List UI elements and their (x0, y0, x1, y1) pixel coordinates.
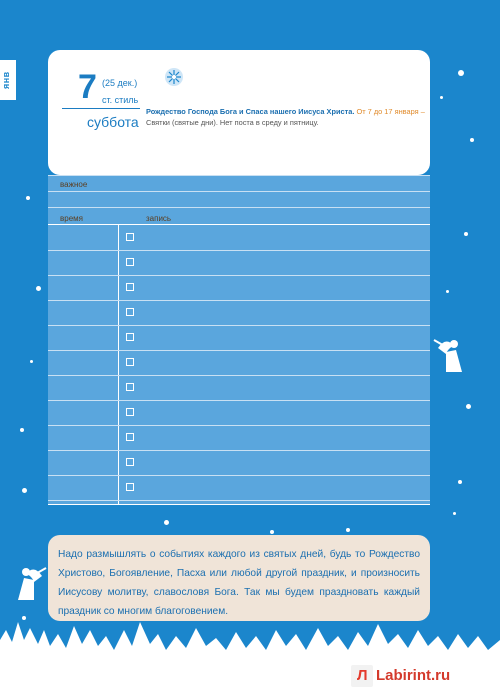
month-label: янв (1, 71, 11, 89)
day-divider (62, 108, 140, 109)
task-checkbox[interactable] (126, 308, 134, 316)
task-checkbox[interactable] (126, 358, 134, 366)
row-line (48, 504, 430, 505)
task-checkbox[interactable] (126, 433, 134, 441)
row-line (48, 207, 430, 208)
column-divider (118, 225, 119, 505)
holiday-period: От 7 до 17 января – (356, 107, 425, 116)
row-line (48, 425, 430, 426)
row-line (48, 325, 430, 326)
weekday: суббота (87, 114, 139, 130)
header-line (48, 224, 430, 225)
angel-figure (432, 330, 472, 376)
holiday-description (146, 106, 428, 128)
row-line (48, 400, 430, 401)
task-checkbox[interactable] (126, 233, 134, 241)
important-label: важное (60, 180, 88, 189)
star-icon (164, 67, 184, 87)
task-checkbox[interactable] (126, 333, 134, 341)
record-column-header: запись (146, 214, 172, 223)
time-column-header: время (60, 214, 83, 223)
row-line (48, 250, 430, 251)
publisher-watermark: Labirint.ru (376, 667, 451, 684)
task-checkbox[interactable] (126, 283, 134, 291)
holiday-name: Рождество Господа Бога и Спаса нашего Иисуса Христа. (146, 107, 355, 116)
row-line (48, 500, 430, 501)
row-line (48, 375, 430, 376)
row-line (48, 175, 430, 176)
row-line (48, 450, 430, 451)
planner-area (48, 175, 430, 505)
old-style-label: ст. стиль (102, 95, 139, 105)
row-line (48, 191, 430, 192)
row-line (48, 475, 430, 476)
day-number: 7 (78, 68, 97, 106)
row-line (48, 350, 430, 351)
publisher-logo-letter: Л (357, 667, 368, 684)
row-line (48, 275, 430, 276)
task-checkbox[interactable] (126, 258, 134, 266)
quote-text: Надо размышлять о событиях каждого из святых дней, будь то Рождество Христово, Богоявление, Пасха или любой другой праздник, и произносить Иисусову молитву, славословя Бога. Так мы будем праздновать каждый праздник со многим благоговением. (58, 549, 420, 617)
task-checkbox[interactable] (126, 408, 134, 416)
snowy-forest (0, 600, 500, 700)
holiday-notes: Святки (святые дни). Нет поста в среду и пятницу. (146, 118, 319, 127)
task-checkbox[interactable] (126, 383, 134, 391)
task-checkbox[interactable] (126, 458, 134, 466)
row-line (48, 300, 430, 301)
task-checkbox[interactable] (126, 483, 134, 491)
old-style-date: (25 дек.) (102, 78, 138, 88)
